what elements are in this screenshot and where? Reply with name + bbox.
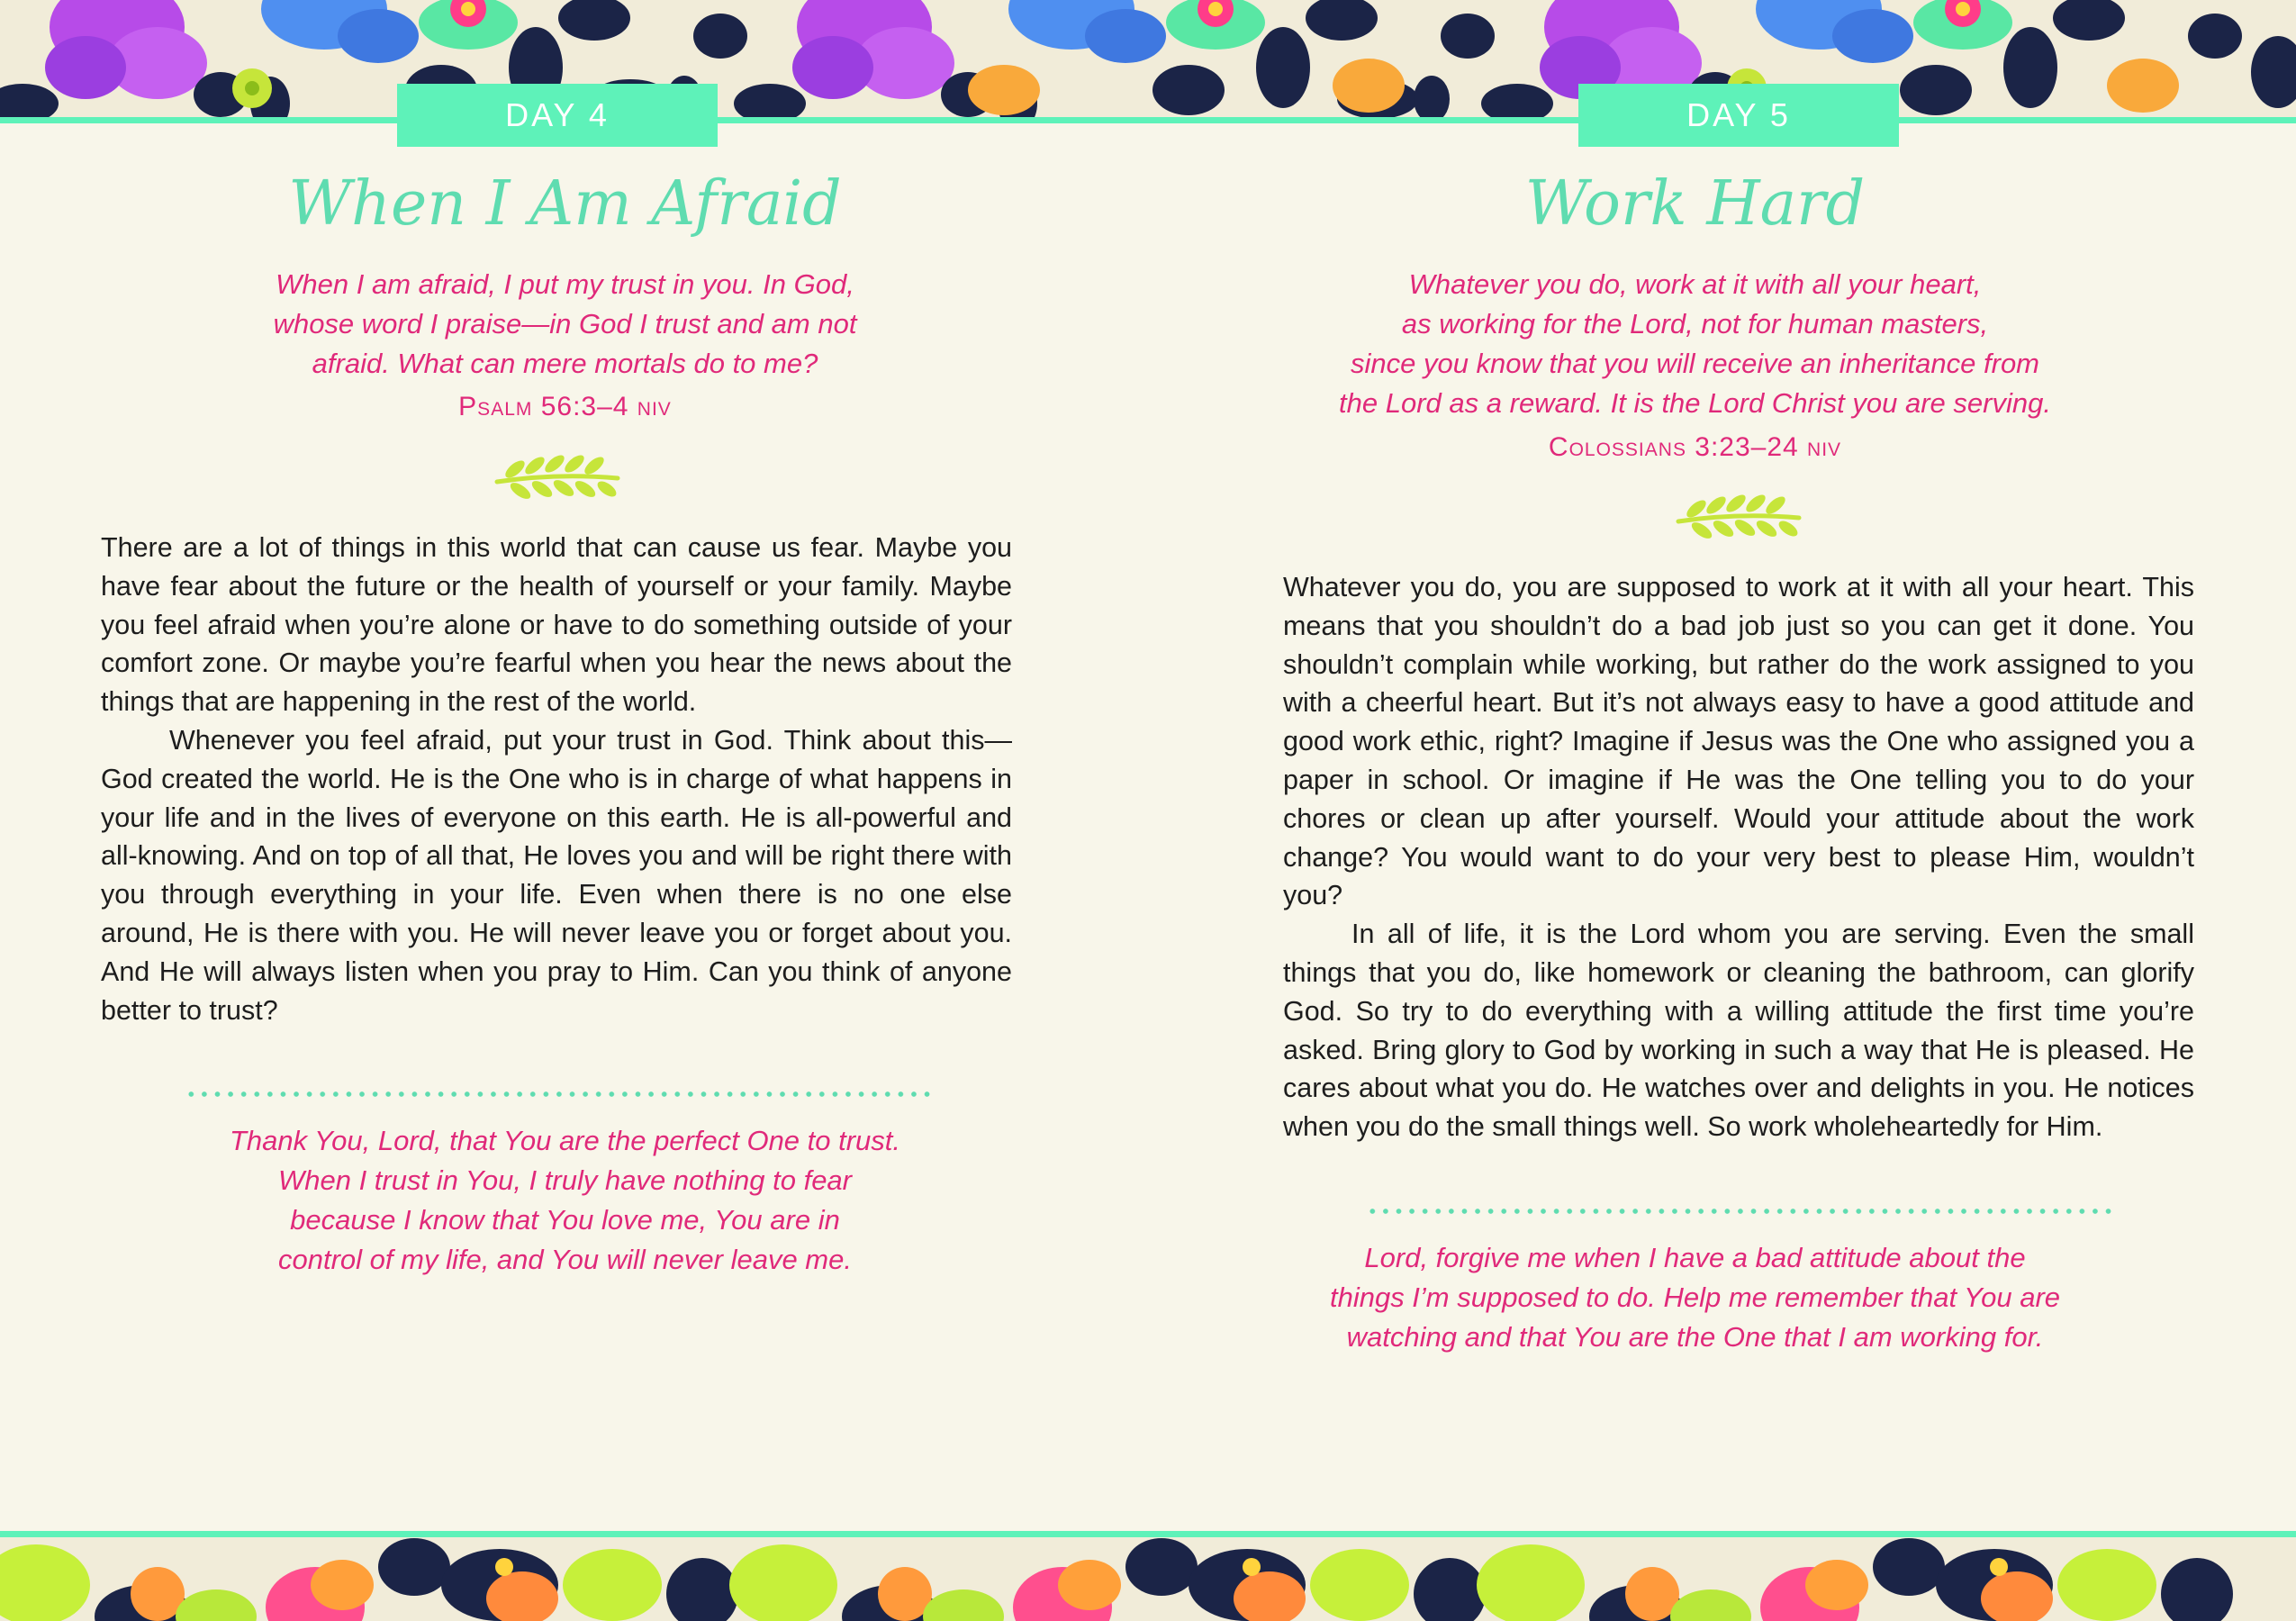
day-label-tab: DAY 4 — [397, 84, 718, 147]
verse-reference: Colossians 3:23–24 niv — [1548, 432, 1842, 462]
verse-line: Whatever you do, work at it with all your heart, — [1408, 268, 1982, 300]
page-day-5 — [1148, 96, 2296, 1531]
day-label-tab: DAY 5 — [1578, 84, 1899, 147]
body-paragraph: Whenever you feel afraid, put your trust in God. Think about this—God created the world. He is the One who is in charge of what happens in your life and in the lives of everyone on this earth. He is all-powerful and all-knowing. And on top of all that, He loves you and will be right there with you through everything in your life. Even when there is no one else around, He is there with you. He will never leave you or forget about you. And He will always listen when you pray to Him. Can you think of anyone better to trust? — [101, 724, 1012, 1026]
verse-line: since you know that you will receive an inheritance from — [1350, 348, 2040, 379]
body-paragraph: There are a lot of things in this world that can cause us fear. Maybe you have fear about the future or the health of yourself or your family. Maybe you feel afraid when you’re alone or have to do something outside of your comfort zone. Or maybe you’re fearful when you hear the news about the things that are happening in the rest of the world. — [101, 532, 1012, 718]
scripture-verse — [1121, 265, 2269, 423]
dotted-divider — [1366, 1209, 2113, 1214]
devotion-body — [1283, 568, 2194, 1146]
verse-line: as working for the Lord, not for human masters, — [1401, 308, 1989, 340]
dotted-divider — [185, 1091, 932, 1097]
devotion-title: When I Am Afraid — [288, 168, 842, 240]
floral-pattern-bottom — [0, 1531, 2296, 1621]
body-paragraph: In all of life, it is the Lord whom you are serving. Even the small things that you do, like homework or cleaning the bathroom, can glorify God. So try to do everything with a willing attitude the first time you’re asked. Bring glory to God by working in such a way that He is pleased. He cares about what you do. He watches over and delights in you. He notices when you do the small things well. So work wholeheartedly for Him. — [1283, 919, 2194, 1143]
bottom-floral-border — [0, 1531, 2296, 1621]
prayer-line: watching and that You are the One that I am working for. — [1346, 1321, 2044, 1353]
scripture-verse — [0, 265, 1139, 384]
devotion-title: Work Hard — [1524, 168, 1866, 240]
floral-pattern-top — [0, 0, 2296, 123]
verse-reference: Psalm 56:3–4 niv — [458, 392, 672, 421]
prayer-line: because I know that You love me, You are in — [290, 1204, 840, 1236]
bottom-accent-rule — [0, 1531, 2296, 1537]
closing-prayer — [1121, 1238, 2269, 1357]
verse-line: When I am afraid, I put my trust in you. In God, — [276, 268, 854, 300]
verse-line: the Lord as a reward. It is the Lord Christ you are serving. — [1339, 387, 2051, 419]
leaf-sprig-icon — [490, 451, 625, 505]
verse-line: afraid. What can mere mortals do to me? — [312, 348, 818, 379]
page-day-4 — [0, 96, 1148, 1531]
leaf-sprig-icon — [1671, 491, 1806, 545]
top-floral-border — [0, 0, 2296, 123]
closing-prayer — [0, 1121, 1139, 1280]
body-paragraph: Whatever you do, you are supposed to work at it with all your heart. This means that you shouldn’t do a bad job just so you can get it done. You shouldn’t complain while working, but rather do the work assigned to you with a cheerful heart. But it’s not always easy to have a good attitude and good work ethic, right? Imagine if Jesus was the One who assigned you a paper in school. Or imagine if He was the One telling you to do your chores or clean up after yourself. Would your attitude about the work change? You would want to do your very best to please Him, wouldn’t you? — [1283, 572, 2194, 911]
verse-line: whose word I praise—in God I trust and am not — [273, 308, 857, 340]
prayer-line: control of my life, and You will never leave me. — [278, 1244, 852, 1275]
prayer-line: When I trust in You, I truly have nothing to fear — [277, 1164, 852, 1196]
top-accent-rule — [0, 117, 2296, 123]
devotion-body — [101, 529, 1012, 1029]
prayer-line: Thank You, Lord, that You are the perfect One to trust. — [229, 1125, 901, 1156]
prayer-line: Lord, forgive me when I have a bad attitude about the — [1364, 1242, 2026, 1273]
prayer-line: things I’m supposed to do. Help me remember that You are — [1329, 1281, 2061, 1313]
